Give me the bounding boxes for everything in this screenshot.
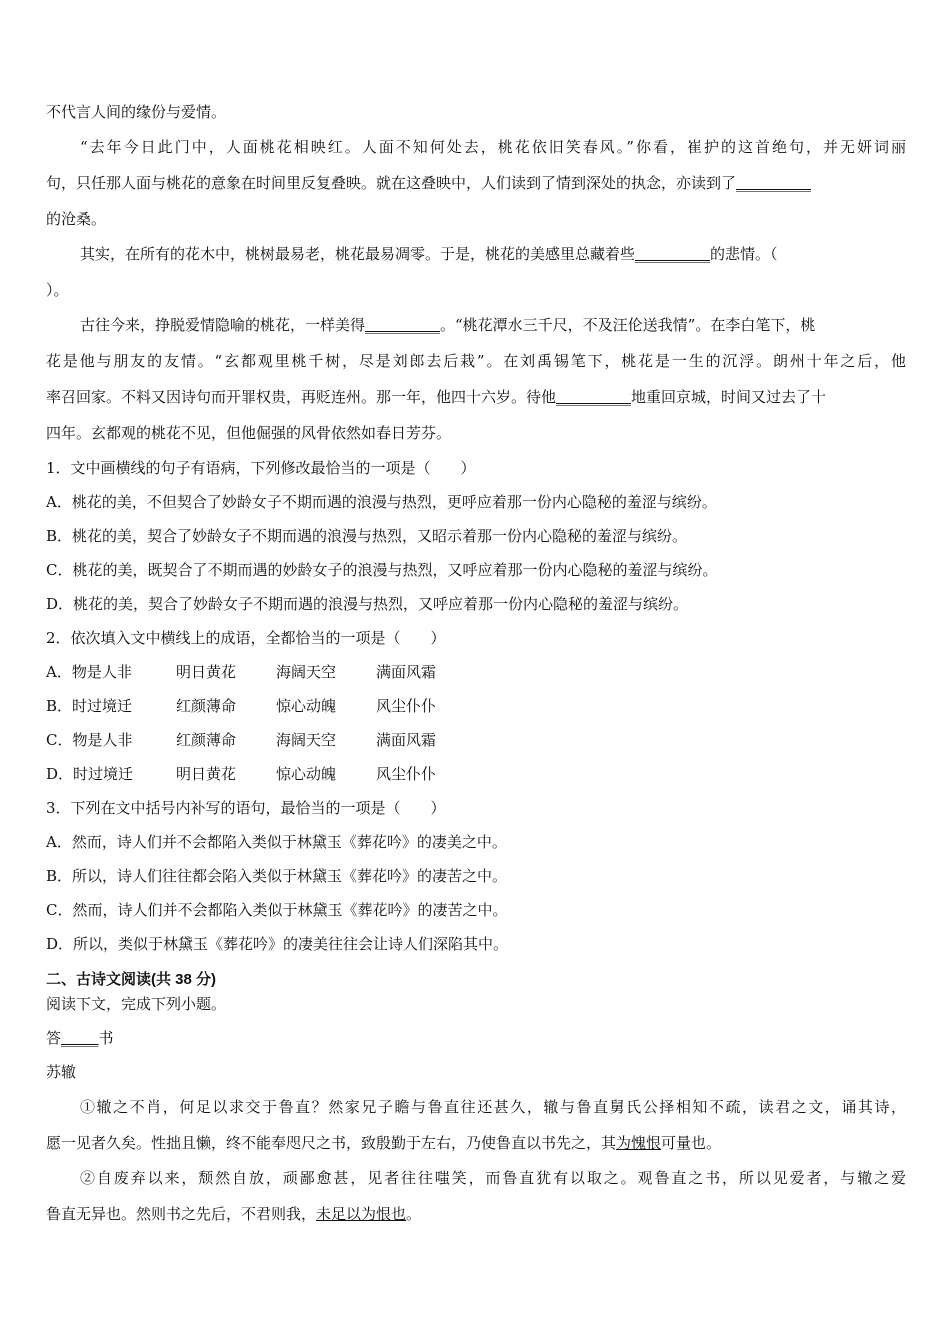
option-cell: 风尘仆仆: [376, 697, 437, 715]
question-stem: 1．文中画横线的句子有语病，下列修改最恰当的一项是（ ）: [46, 459, 476, 477]
answer-option[interactable]: A．然而，诗人们并不会都陷入类似于林黛玉《葬花吟》的凄美之中。: [46, 833, 507, 851]
answer-option[interactable]: A．桃花的美，不但契合了妙龄女子不期而遇的浪漫与热烈，更呼应着那一份内心隐秘的羞涩与缤纷。: [46, 493, 717, 511]
classical-text-line: ②自废弃以来，颓然自放，顽鄙愈甚，见者往往嗤笑，而鲁直犹有以取之。观鲁直之书，所以见爱者，与辙之爱: [80, 1169, 906, 1187]
underlined-phrase: 为愧恨: [616, 1134, 662, 1152]
fill-blank: __________: [736, 174, 812, 192]
answer-option[interactable]: C．桃花的美，既契合了不期而遇的妙龄女子的浪漫与热烈，又呼应着那一份内心隐秘的羞涩与缤纷。: [46, 561, 718, 579]
answer-option[interactable]: [46, 662, 436, 682]
letter-title: 答_____书: [46, 1029, 114, 1047]
option-cell: A．物是人非: [46, 663, 132, 681]
passage-line: 古往今来，挣脱爱情隐喻的桃花，一样美得__________。“桃花潭水三千尺，不及汪伦送我情”。在李白笔下，桃: [80, 316, 816, 334]
answer-option[interactable]: B．所以，诗人们往往都会陷入类似于林黛玉《葬花吟》的凄苦之中。: [46, 867, 508, 885]
passage-line: 其实，在所有的花木中，桃树最易老，桃花最易凋零。于是，桃花的美感里总藏着些__________的悲情。（: [80, 245, 778, 263]
passage-line: 率召回家。不料又因诗句而开罪权贵，再贬连州。那一年，他四十六岁。待他__________地重回京城，时间又过去了十: [46, 388, 827, 406]
option-cell: 惊心动魄: [276, 697, 337, 715]
answer-option[interactable]: [46, 764, 436, 784]
fill-blank: __________: [635, 245, 711, 263]
instruction-text: 阅读下文，完成下列小题。: [46, 995, 227, 1013]
section-heading: 二、古诗文阅读(共 38 分): [46, 971, 217, 988]
fill-blank: __________: [556, 388, 632, 406]
option-cell: 红颜薄命: [176, 731, 237, 749]
passage-line: 的沧桑。: [46, 210, 107, 228]
passage-line: ）。: [46, 281, 69, 299]
option-cell: 红颜薄命: [176, 697, 237, 715]
passage-line: 句，只任那人面与桃花的意象在时间里反复叠映。就在这叠映中，人们读到了情到深处的执念，亦读到了__________: [46, 174, 812, 192]
answer-option[interactable]: [46, 696, 436, 716]
passage-line: 四年。玄都观的桃花不见，但他倔强的风骨依然如春日芳芬。: [46, 424, 452, 442]
classical-text-line: ①辙之不肖，何足以求交于鲁直？然家兄子瞻与鲁直往还甚久，辙与鲁直舅氏公择相知不疏，读君之文，诵其诗，: [80, 1098, 906, 1116]
passage-line: “去年今日此门中，人面桃花相映红。人面不知何处去，桃花依旧笑春风。”你看，崔护的这首绝句，并无妍词丽: [80, 138, 906, 156]
option-cell: 明日黄花: [176, 765, 237, 783]
option-cell: 海阔天空: [276, 663, 337, 681]
answer-option[interactable]: [46, 730, 436, 750]
option-cell: C．物是人非: [46, 731, 133, 749]
passage-line: 不代言人间的缘份与爱情。: [46, 103, 227, 121]
answer-option[interactable]: B．桃花的美，契合了妙龄女子不期而遇的浪漫与热烈，又昭示着那一份内心隐秘的羞涩与缤纷。: [46, 527, 688, 545]
option-cell: D．时过境迁: [46, 765, 134, 783]
question-stem: 2．依次填入文中横线上的成语，全都恰当的一项是（ ）: [46, 629, 446, 647]
answer-option[interactable]: D．桃花的美，契合了妙龄女子不期而遇的浪漫与热烈，又呼应着那一份内心隐秘的羞涩与缤纷。: [46, 595, 689, 613]
option-cell: 惊心动魄: [276, 765, 337, 783]
author-name: 苏辙: [46, 1063, 77, 1081]
question-stem: 3．下列在文中括号内补写的语句，最恰当的一项是（ ）: [46, 799, 446, 817]
title-blank: _____: [61, 1029, 99, 1047]
option-cell: 明日黄花: [176, 663, 237, 681]
option-cell: B．时过境迁: [46, 697, 133, 715]
classical-text-line: 鲁直无异也。然则书之先后，不君则我，未足以为恨也。: [46, 1205, 422, 1223]
passage-line: 花是他与朋友的友情。“玄都观里桃千树，尽是刘郎去后栽”。在刘禹锡笔下，桃花是一生的沉浮。朗州十年之后，他: [46, 352, 906, 370]
answer-option[interactable]: D．所以，类似于林黛玉《葬花吟》的凄美往往会让诗人们深陷其中。: [46, 935, 509, 953]
answer-option[interactable]: C．然而，诗人们并不会都陷入类似于林黛玉《葬花吟》的凄苦之中。: [46, 901, 508, 919]
underlined-phrase: 未足以为恨也: [316, 1205, 407, 1223]
option-cell: 满面风霜: [376, 663, 437, 681]
option-cell: 海阔天空: [276, 731, 337, 749]
fill-blank: __________: [365, 316, 441, 334]
option-cell: 风尘仆仆: [376, 765, 437, 783]
classical-text-line: 愿一见者久矣。性拙且懒，终不能奉咫尺之书，致殷勤于左右，乃使鲁直以书先之，其为愧恨可量也。: [46, 1134, 722, 1152]
option-cell: 满面风霜: [376, 731, 437, 749]
